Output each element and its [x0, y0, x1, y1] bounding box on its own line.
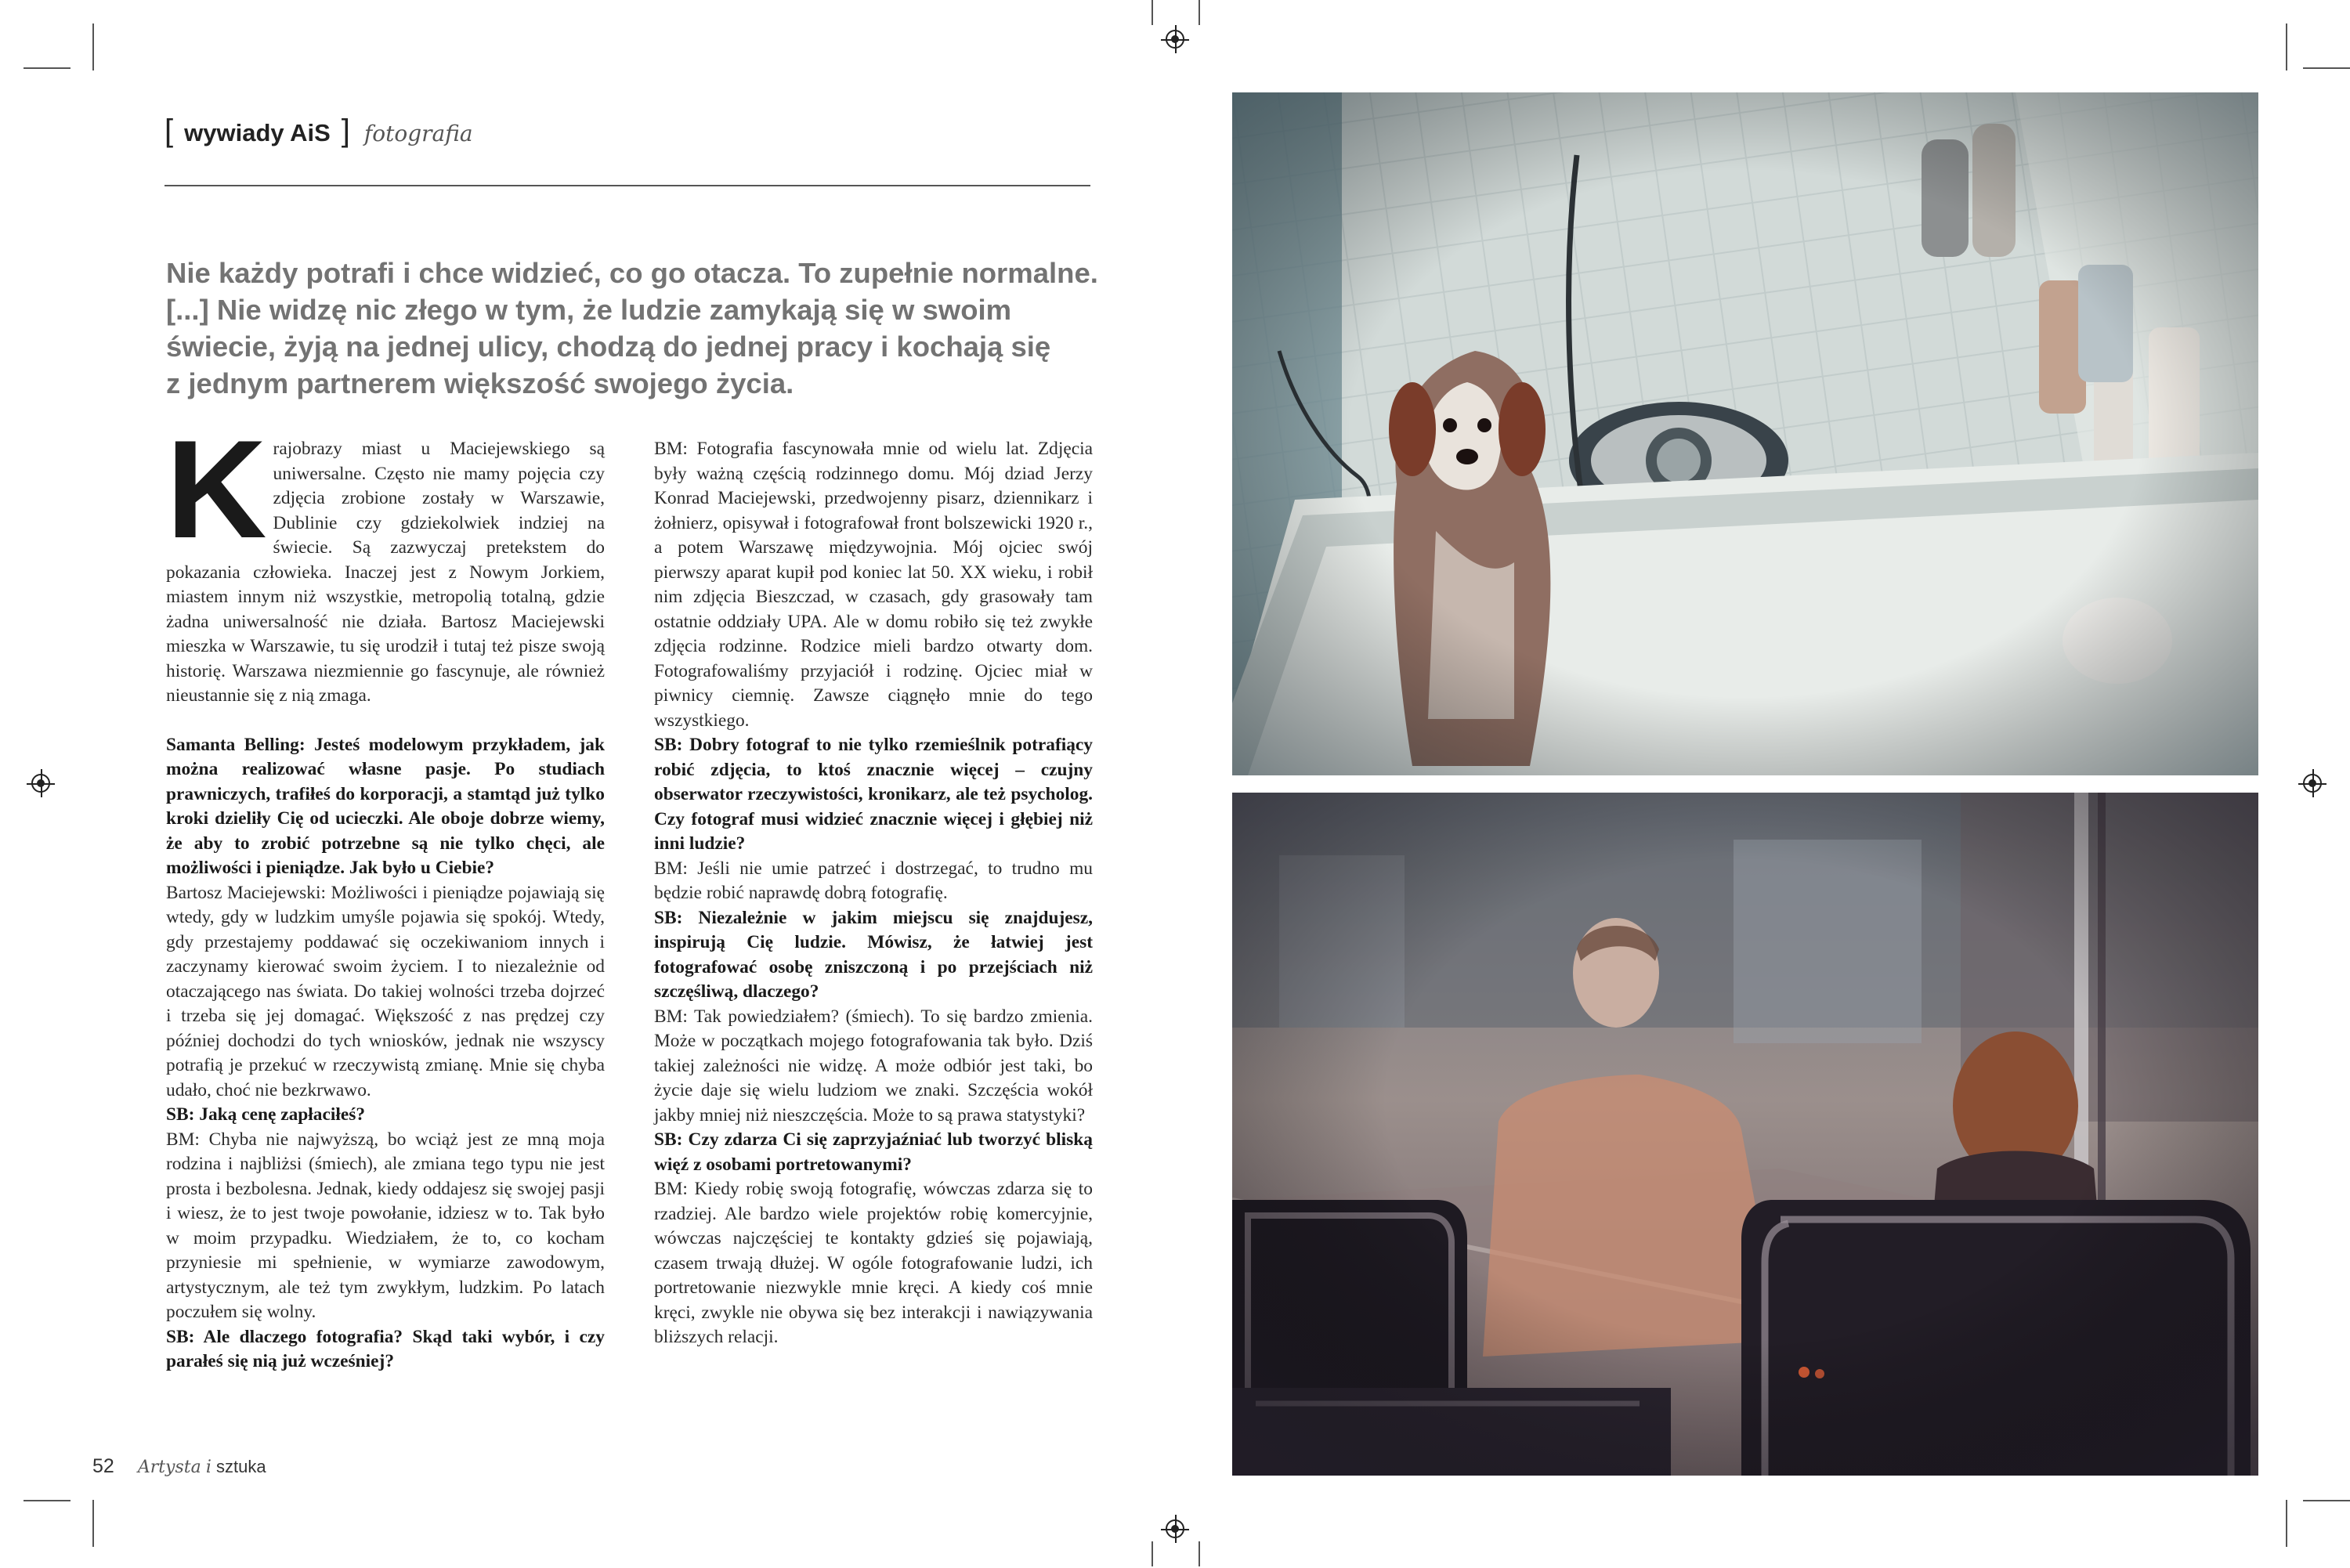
bracket-close: ] — [341, 114, 350, 148]
interview-answer: BM: Jeśli nie umie patrzeć i dostrzegać, to trudno mu będzie robić naprawdę dobrą fotografię. — [654, 858, 1093, 903]
crop-mark — [24, 67, 70, 69]
lead-quote — [166, 255, 1106, 402]
crop-mark — [1198, 1541, 1200, 1566]
intro-text: rajobrazy miast u Maciejewskiego są uniwersalne. Często nie mamy pojęcia czy zdjęcia zrobione zostały w Warszawie, Dublinie czy gdziekolwiek indziej na świecie. Są zazwyczaj pretekstem do pokazania człowieka. Inaczej jest z Nowym Jorkiem, miastem innym niż wszystkie, metropolią totalną, gdzie żadna uniwersalność nie działa. Bartosz Maciejewski mieszka w Warszawie, tu się urodził i tutaj też pisze swoją historię. Warszawa niezmiennie go fascynuje, ale również nieustannie się z nią zmaga. — [166, 439, 605, 706]
crop-mark — [92, 23, 94, 70]
lead-line: [...] Nie widzę nic złego w tym, że ludzie zamykają się w swoim — [166, 294, 1012, 326]
section-header — [164, 114, 473, 149]
interview-question: SB: Dobry fotograf to nie tylko rzemieślnik potrafiący robić zdjęcia, to ktoś znacznie więcej – czujny obserwator rzeczywistości, kronikarz, ale też psycholog. Czy fotograf musi widzieć znacznie więcej i głębiej niż inni ludzie? — [654, 735, 1093, 854]
registration-mark-icon — [31, 774, 50, 793]
article-column-2 — [654, 437, 1093, 1350]
interview-question: SB: Jaką cenę zapłaciłeś? — [166, 1104, 366, 1125]
lead-line: z jednym partnerem większość swojego życia. — [166, 367, 794, 399]
article-column-1 — [166, 411, 605, 1375]
crop-mark — [24, 1500, 70, 1501]
crop-mark — [2303, 1500, 2350, 1501]
interview-answer: BM: Chyba nie najwyższą, bo wciąż jest ze mną moja rodzina i najbliżsi (śmiech), ale zmiana tego typu nie jest prosta i bezbolesna. Jednak, kiedy oddajesz się swojej pasji i wiesz, że to jest twoje powołanie, idziesz w to. Tak było w moim przypadku. Wiedziałem, że to, co kocham przyniesie mi spełnienie, w wymiarze zawodowym, artystycznym, ale też tym zwykłym, ludzkim. Po latach poczułem się wolny. — [166, 1129, 605, 1322]
magazine-name: Artysta i sztuka — [137, 1457, 266, 1477]
photo-woman-through-window — [1232, 793, 2258, 1476]
crop-mark — [1152, 0, 1153, 25]
interview-question: SB: Ale dlaczego fotografia? Skąd taki wybór, i czy parałeś się nią już wcześniej? — [166, 1326, 605, 1371]
registration-mark-icon — [1166, 1519, 1184, 1538]
interview-answer: BM: Fotografia fascynowała mnie od wielu lat. Zdjęcia były ważną częścią rodzinnego domu. Mój dziad Jerzy Konrad Maciejewski, przedwojenny pisarz, dziennikarz i żołnierz, opisywał i fotografował front bolszewicki 1920 r., a potem Warszawę międzywojnia. Mój ojciec swój pierwszy aparat kupił pod koniec lat 50. XX wieku, i robił nim zdjęcia Bieszczad, w czasach, gdy grasowały tam ostatnie oddziały UPA. Ale w domu robiło się też zwykłe zdjęcia rodzinne. Rodzice mieli bardzo otwarty dom. Fotografowaliśmy przyjaciół i rodzinę. Ojciec miał w piwnicy ciemnię. Zawsze ciągnęło mnie do tego wszystkiego. — [654, 439, 1093, 731]
page-footer — [92, 1455, 266, 1478]
interview-answer: Bartosz Maciejewski: Możliwości i pieniądze pojawiają się wtedy, gdy w ludzkim umyśle pojawia się spokój. Wtedy, gdy przestajemy poddawać się oczekiwaniom innych i zaczynamy kierować swoim życiem. I to niezależnie od otaczającego nas świata. Do takiej wolności trzeba dojrzeć i trzeba się jej domagać. Większość z nas prędzej czy później dochodzi do tych wniosków, jednak nie wszyscy potrafią je przekuć w rzeczywistą zmianę. Mnie się chyba udało, choć nie bezkrwawo. — [166, 882, 605, 1100]
header-rule — [164, 185, 1090, 186]
crop-mark — [92, 1500, 94, 1547]
registration-mark-icon — [1166, 30, 1184, 49]
interview-answer: BM: Kiedy robię swoją fotografię, wówczas zdarza się to rzadziej. Ale bardzo wiele projektów robię komercyjnie, wówczas najczęściej te kontakty gdzieś się pojawiają, czasem trwają dłużej. W ogóle fotografowanie ludzi, ich portretowanie niezwykle mnie kręci. A kiedy coś mnie kręci, zwykle nie obywa się bez interakcji i nawiązywania bliższych relacji. — [654, 1179, 1093, 1347]
drop-cap: K — [166, 411, 267, 567]
interview-answer: BM: Tak powiedziałem? (śmiech). To się bardzo zmienia. Może w początkach mojego fotografowania tak było. Dziś takiej zależności nie widzę. A może odbiór jest taki, bo życie daje się wielu ludziom we znaki. Szczęścia wokół jakby mniej niż nieszczęścia. Może to są prawa statystyki? — [654, 1006, 1093, 1125]
crop-mark — [1152, 1541, 1153, 1566]
photo-dog-in-bathtub — [1232, 92, 2258, 775]
crop-mark — [2286, 23, 2287, 70]
interview-question: SB: Czy zdarza Ci się zaprzyjaźniać lub tworzyć bliską więź z osobami portretowanymi? — [654, 1129, 1093, 1175]
lead-line: świecie, żyją na jednej ulicy, chodzą do jednej pracy i kochają się — [166, 331, 1051, 363]
interview-question: Samanta Belling: Jesteś modelowym przykładem, jak można realizować własne pasje. Po studiach prawniczych, trafiłeś do korporacji, a stamtąd już tylko kroki dzieliły Cię od ucieczki. Ale oboje dobrze wiemy, że aby to zrobić potrzebne są nie tylko chęci, ale możliwości i pieniądze. Jak było u Ciebie? — [166, 734, 605, 878]
registration-mark-icon — [2303, 774, 2322, 793]
lead-line: Nie każdy potrafi i chce widzieć, co go otacza. To zupełnie normalne. — [166, 257, 1098, 289]
interview-question: SB: Niezależnie w jakim miejscu się znajdujesz, inspirują Cię ludzie. Mówisz, że łatwiej jest fotografować osobę zniszczoną i po przejściach niż szczęśliwą, dlaczego? — [654, 907, 1093, 1002]
page-number: 52 — [92, 1455, 114, 1477]
crop-mark — [2303, 67, 2350, 69]
crop-mark — [2286, 1500, 2287, 1547]
intro-paragraph — [166, 411, 605, 709]
section-title: wywiady AiS — [184, 119, 331, 146]
category-label: fotografia — [363, 121, 473, 146]
bracket-open: [ — [164, 114, 174, 148]
crop-mark — [1198, 0, 1200, 25]
